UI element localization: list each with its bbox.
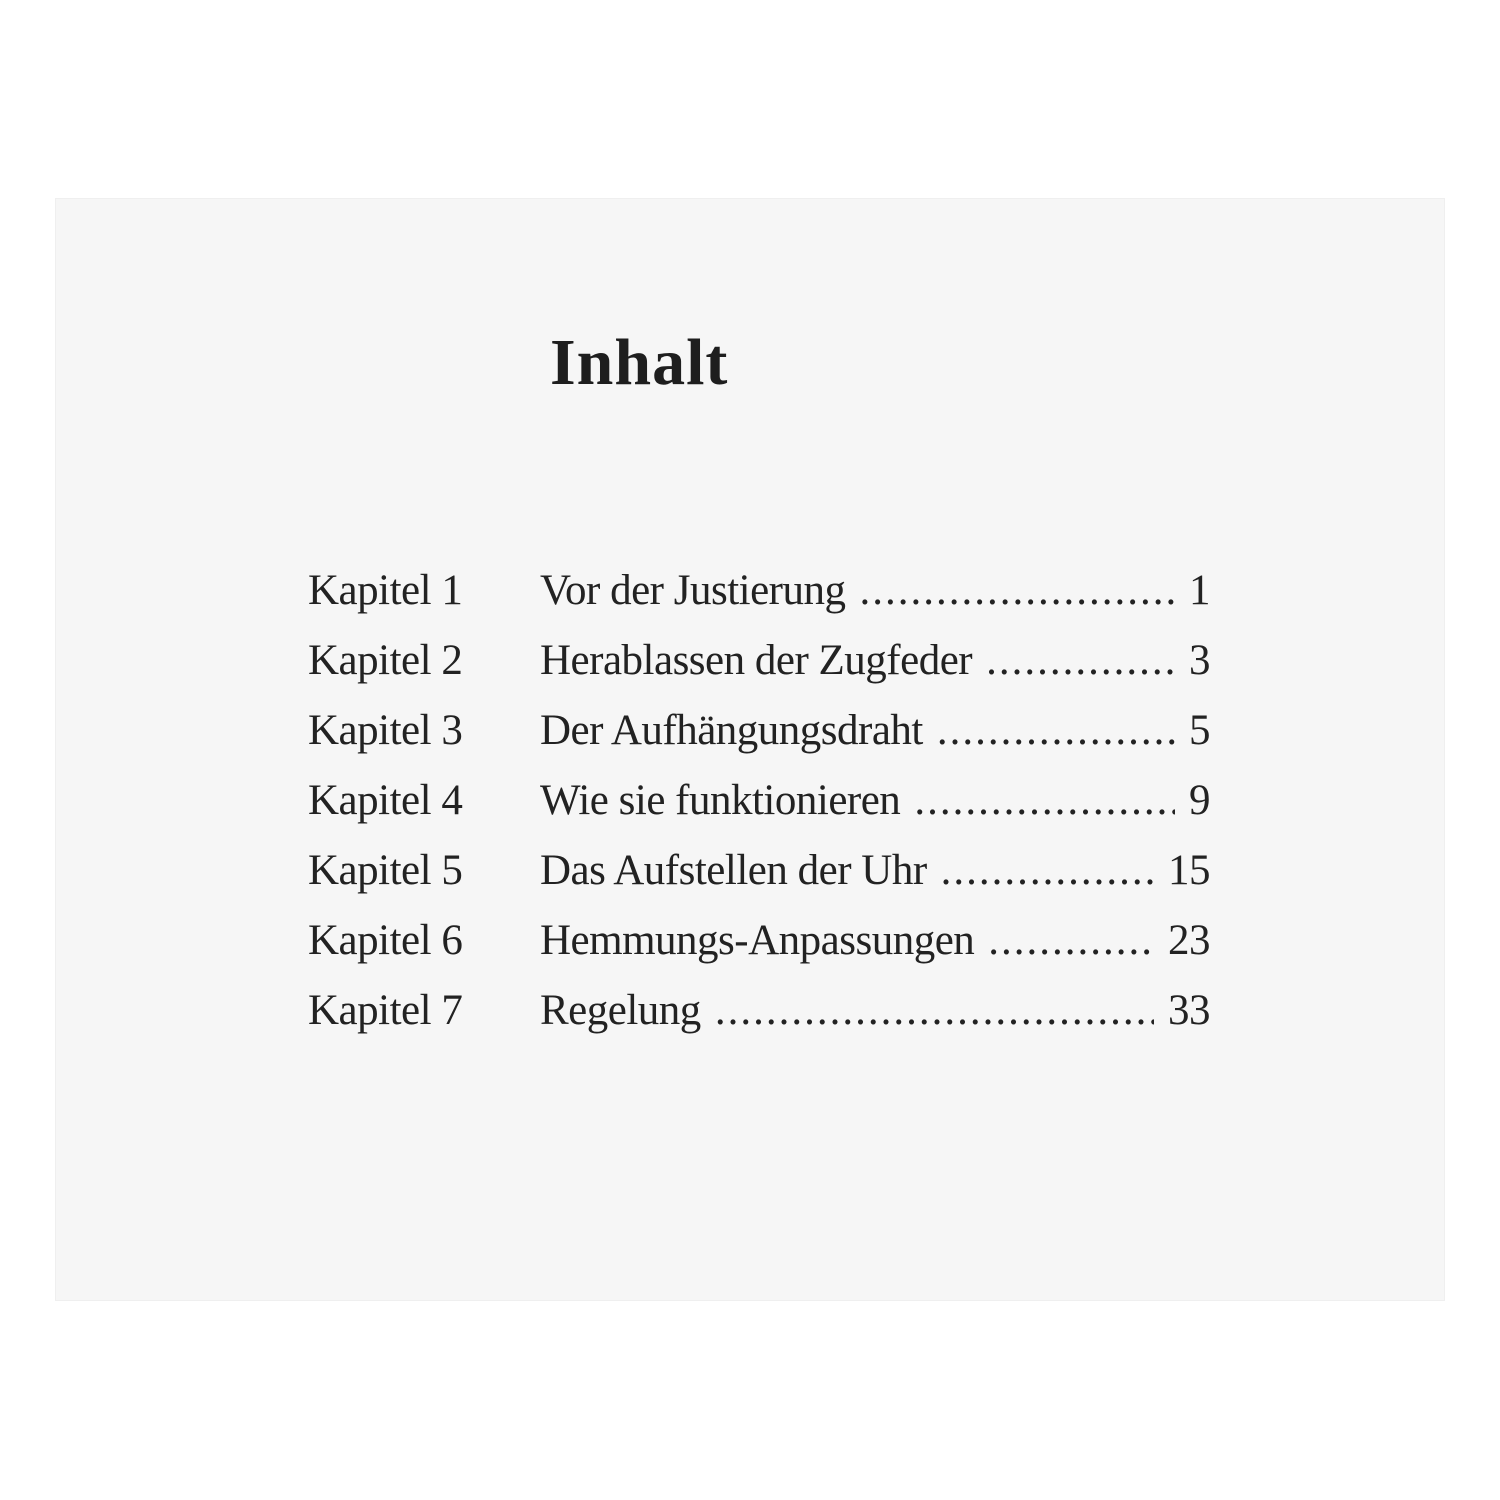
toc-chapter-label: Kapitel 6 <box>308 917 463 964</box>
table-of-contents <box>308 566 1210 1056</box>
toc-entry-title: Herablassen der Zugfeder <box>540 637 973 684</box>
toc-chapter-label: Kapitel 4 <box>308 777 463 824</box>
toc-entry-title: Das Aufstellen der Uhr <box>540 847 927 894</box>
toc-entry-title: Regelung <box>540 987 701 1034</box>
toc-entry <box>308 706 1210 776</box>
document-page <box>55 198 1445 1301</box>
toc-dot-leader <box>988 916 1154 965</box>
toc-page-number: 15 <box>1168 847 1210 894</box>
toc-entry-title: Hemmungs-Anpassungen <box>540 917 975 964</box>
toc-entry <box>308 566 1210 636</box>
toc-entry-title: Der Aufhängungsdraht <box>540 707 923 754</box>
toc-chapter-label: Kapitel 7 <box>308 987 463 1034</box>
toc-dot-leader <box>986 636 1175 685</box>
toc-chapter-label: Kapitel 2 <box>308 637 463 684</box>
toc-dot-leader <box>937 706 1175 755</box>
toc-chapter-label: Kapitel 1 <box>308 567 463 614</box>
toc-page-number: 9 <box>1189 777 1210 824</box>
toc-page-number: 23 <box>1168 917 1210 964</box>
toc-page-number: 1 <box>1189 567 1210 614</box>
page-title: Inhalt <box>550 326 729 399</box>
toc-dot-leader <box>914 776 1175 825</box>
toc-entry <box>308 636 1210 706</box>
toc-entry-title: Wie sie funktionieren <box>540 777 901 824</box>
toc-dot-leader <box>860 566 1175 615</box>
toc-entry <box>308 986 1210 1056</box>
toc-entry <box>308 916 1210 986</box>
toc-entry <box>308 846 1210 916</box>
toc-chapter-label: Kapitel 3 <box>308 707 463 754</box>
toc-dot-leader <box>715 986 1154 1035</box>
toc-entry-title: Vor der Justierung <box>540 567 846 614</box>
toc-page-number: 5 <box>1189 707 1210 754</box>
toc-page-number: 33 <box>1168 987 1210 1034</box>
toc-entry <box>308 776 1210 846</box>
toc-dot-leader <box>941 846 1154 895</box>
toc-page-number: 3 <box>1189 637 1210 684</box>
toc-chapter-label: Kapitel 5 <box>308 847 463 894</box>
